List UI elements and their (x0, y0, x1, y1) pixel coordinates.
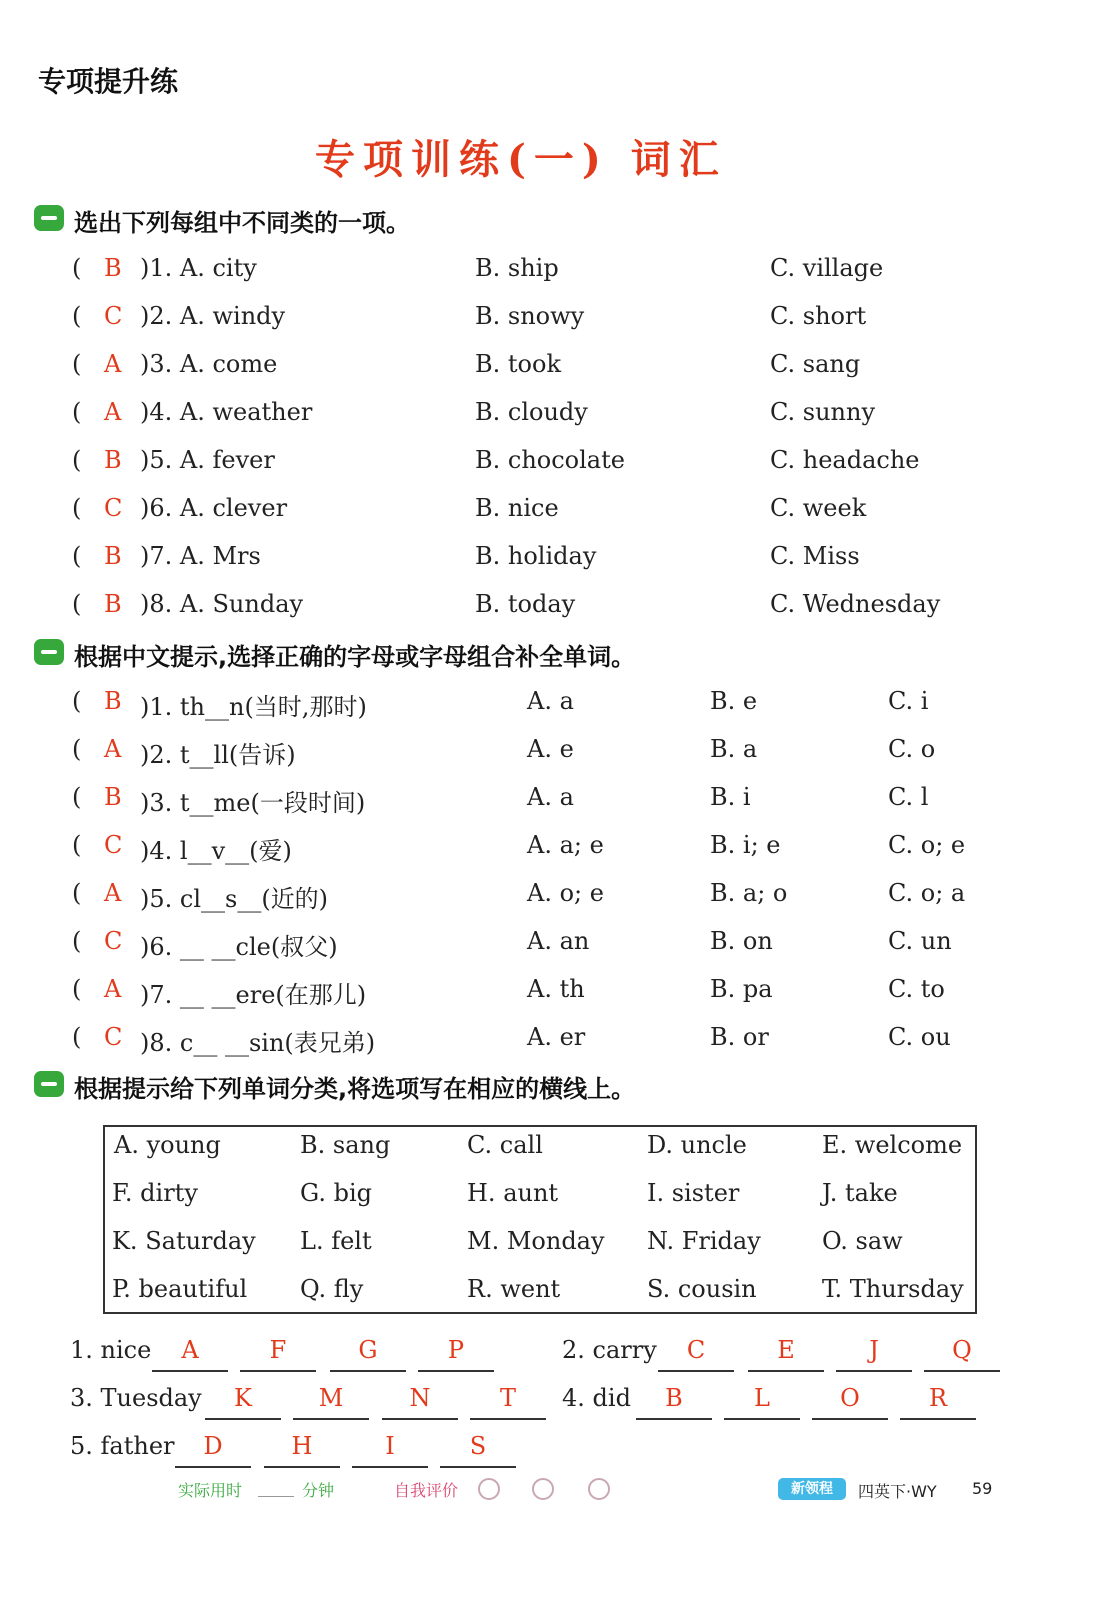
part2-instruction: 根据中文提示,选择正确的字母或字母组合补全单词。 (74, 643, 636, 671)
open-paren: ( (72, 350, 82, 378)
answer-mark: A (104, 975, 122, 1003)
question-option-a: )5. A. fever (140, 446, 275, 474)
answer-blank[interactable]: H (264, 1426, 340, 1468)
minutes-label: 分钟 (302, 1481, 335, 1500)
answer-mark: C (104, 831, 123, 859)
answer-mark: B (104, 783, 122, 811)
part3-instruction: 根据提示给下列单词分类,将选项写在相应的横线上。 (74, 1075, 636, 1103)
question-option-c: C. Miss (770, 542, 860, 570)
section-two-icon (34, 639, 64, 665)
question-option-a: )6. A. clever (140, 494, 288, 522)
open-paren: ( (72, 302, 82, 330)
open-paren: ( (72, 735, 82, 763)
section-one-icon (34, 205, 64, 231)
word-bank-item: T. Thursday (822, 1275, 964, 1303)
option-b: B. e (710, 687, 758, 715)
self-eval-label: 自我评价 (394, 1481, 459, 1500)
word-bank-item: J. take (822, 1179, 898, 1207)
question-stem: )5. cl__s__(近的) (140, 885, 329, 913)
option-c: C. ou (888, 1023, 951, 1051)
answer-mark: C (104, 494, 123, 522)
answer-blank[interactable]: C (658, 1330, 734, 1372)
question-option-c: C. headache (770, 446, 920, 474)
neutral-face-icon (532, 1478, 554, 1500)
question-option-c: C. sang (770, 350, 861, 378)
answer-blank[interactable]: J (836, 1330, 912, 1372)
brand-logo: 新领程 (778, 1478, 846, 1500)
question-stem: )1. th__n(当时,那时) (140, 693, 367, 721)
open-paren: ( (72, 398, 82, 426)
time-blank (258, 1496, 294, 1497)
open-paren: ( (72, 783, 82, 811)
question-option-a: )7. A. Mrs (140, 542, 261, 570)
open-paren: ( (72, 879, 82, 907)
question-option-b: B. today (475, 590, 576, 618)
option-b: B. i (710, 783, 751, 811)
question-option-a: )1. A. city (140, 254, 257, 282)
answer-blank[interactable]: D (175, 1426, 251, 1468)
question-option-c: C. week (770, 494, 867, 522)
answer-mark: C (104, 302, 123, 330)
part1-instruction: 选出下列每组中不同类的一项。 (74, 209, 410, 237)
answer-blank[interactable]: E (748, 1330, 824, 1372)
answer-blank[interactable]: O (812, 1378, 888, 1420)
answer-blank[interactable]: A (152, 1330, 228, 1372)
answer-blank[interactable]: I (352, 1426, 428, 1468)
answer-blank[interactable]: K (205, 1378, 281, 1420)
open-paren: ( (72, 687, 82, 715)
option-b: B. pa (710, 975, 773, 1003)
section-heading: 专项提升练 (38, 65, 179, 98)
word-bank-item: S. cousin (647, 1275, 757, 1303)
option-c: C. o; e (888, 831, 966, 859)
answer-mark: C (104, 927, 123, 955)
time-label: 实际用时 (178, 1481, 243, 1500)
word-bank-item: I. sister (647, 1179, 740, 1207)
option-c: C. o; a (888, 879, 966, 907)
answer-blank[interactable]: L (724, 1378, 800, 1420)
word-bank-item: E. welcome (822, 1131, 963, 1159)
question-stem: )4. l__v__(爱) (140, 837, 292, 865)
answer-mark: A (104, 735, 122, 763)
sad-face-icon (588, 1478, 610, 1500)
word-bank-item: N. Friday (647, 1227, 761, 1255)
question-stem: )8. c__ __sin(表兄弟) (140, 1029, 376, 1057)
answer-mark: B (104, 687, 122, 715)
answer-blank[interactable]: Q (924, 1330, 1000, 1372)
word-bank-item: L. felt (300, 1227, 372, 1255)
option-c: C. i (888, 687, 929, 715)
question-option-c: C. Wednesday (770, 590, 941, 618)
option-c: C. to (888, 975, 945, 1003)
answer-mark: B (104, 590, 122, 618)
open-paren: ( (72, 494, 82, 522)
option-b: B. on (710, 927, 773, 955)
option-b: B. a (710, 735, 758, 763)
section-three-icon (34, 1071, 64, 1097)
question-option-b: B. cloudy (475, 398, 588, 426)
option-a: A. th (527, 975, 585, 1003)
question-option-c: C. village (770, 254, 884, 282)
question-stem: )6. __ __cle(叔父) (140, 933, 338, 961)
open-paren: ( (72, 446, 82, 474)
page-number: 59 (972, 1479, 993, 1498)
answer-mark: A (104, 350, 122, 378)
option-a: A. a; e (527, 831, 604, 859)
answer-mark: B (104, 254, 122, 282)
answer-mark: B (104, 542, 122, 570)
open-paren: ( (72, 1023, 82, 1051)
question-stem: )7. __ __ere(在那儿) (140, 981, 367, 1009)
option-c: C. o (888, 735, 936, 763)
category-label: 4. did (562, 1384, 631, 1412)
answer-blank[interactable]: B (636, 1378, 712, 1420)
option-c: C. l (888, 783, 929, 811)
question-option-b: B. nice (475, 494, 559, 522)
smile-face-icon (478, 1478, 500, 1500)
answer-mark: B (104, 446, 122, 474)
option-a: A. e (527, 735, 574, 763)
question-option-a: )4. A. weather (140, 398, 313, 426)
option-c: C. un (888, 927, 952, 955)
option-b: B. i; e (710, 831, 781, 859)
word-bank-item: M. Monday (467, 1227, 605, 1255)
question-option-b: B. holiday (475, 542, 597, 570)
word-bank-item: K. Saturday (112, 1227, 256, 1255)
category-label: 3. Tuesday (70, 1384, 202, 1412)
answer-blank[interactable]: M (293, 1378, 369, 1420)
answer-blank[interactable]: S (440, 1426, 516, 1468)
word-bank-item: P. beautiful (112, 1275, 248, 1303)
question-option-a: )3. A. come (140, 350, 278, 378)
question-option-b: B. chocolate (475, 446, 625, 474)
open-paren: ( (72, 590, 82, 618)
word-bank-item: A. young (114, 1131, 221, 1159)
option-a: A. o; e (527, 879, 604, 907)
option-a: A. a (527, 783, 574, 811)
answer-blank[interactable]: G (330, 1330, 406, 1372)
question-option-a: )8. A. Sunday (140, 590, 304, 618)
category-label: 2. carry (562, 1336, 657, 1364)
question-stem: )2. t__ll(告诉) (140, 741, 296, 769)
question-option-c: C. short (770, 302, 867, 330)
word-bank-item: C. call (467, 1131, 543, 1159)
answer-blank[interactable]: F (240, 1330, 316, 1372)
answer-blank[interactable]: P (418, 1330, 494, 1372)
word-bank-item: G. big (300, 1179, 372, 1207)
word-bank-item: Q. fly (300, 1275, 364, 1303)
word-bank-item: D. uncle (647, 1131, 747, 1159)
question-option-b: B. took (475, 350, 561, 378)
option-b: B. or (710, 1023, 769, 1051)
option-a: A. er (527, 1023, 586, 1051)
open-paren: ( (72, 542, 82, 570)
open-paren: ( (72, 831, 82, 859)
question-option-a: )2. A. windy (140, 302, 286, 330)
option-b: B. a; o (710, 879, 788, 907)
word-bank-item: O. saw (822, 1227, 903, 1255)
option-a: A. an (527, 927, 590, 955)
answer-mark: C (104, 1023, 123, 1051)
answer-mark: A (104, 398, 122, 426)
book-code: 四英下·WY (858, 1482, 937, 1501)
question-stem: )3. t__me(一段时间) (140, 789, 366, 817)
category-label: 1. nice (70, 1336, 152, 1364)
option-a: A. a (527, 687, 574, 715)
word-bank-item: B. sang (300, 1131, 391, 1159)
answer-blank[interactable]: N (382, 1378, 458, 1420)
question-option-b: B. snowy (475, 302, 585, 330)
word-bank-item: R. went (467, 1275, 561, 1303)
question-option-b: B. ship (475, 254, 559, 282)
answer-mark: A (104, 879, 122, 907)
word-bank-item: F. dirty (112, 1179, 198, 1207)
open-paren: ( (72, 975, 82, 1003)
category-label: 5. father (70, 1432, 175, 1460)
page-title: 专项训练(一) 词汇 (315, 136, 727, 183)
answer-blank[interactable]: T (470, 1378, 546, 1420)
open-paren: ( (72, 927, 82, 955)
open-paren: ( (72, 254, 82, 282)
question-option-c: C. sunny (770, 398, 876, 426)
word-bank-item: H. aunt (467, 1179, 559, 1207)
answer-blank[interactable]: R (900, 1378, 976, 1420)
